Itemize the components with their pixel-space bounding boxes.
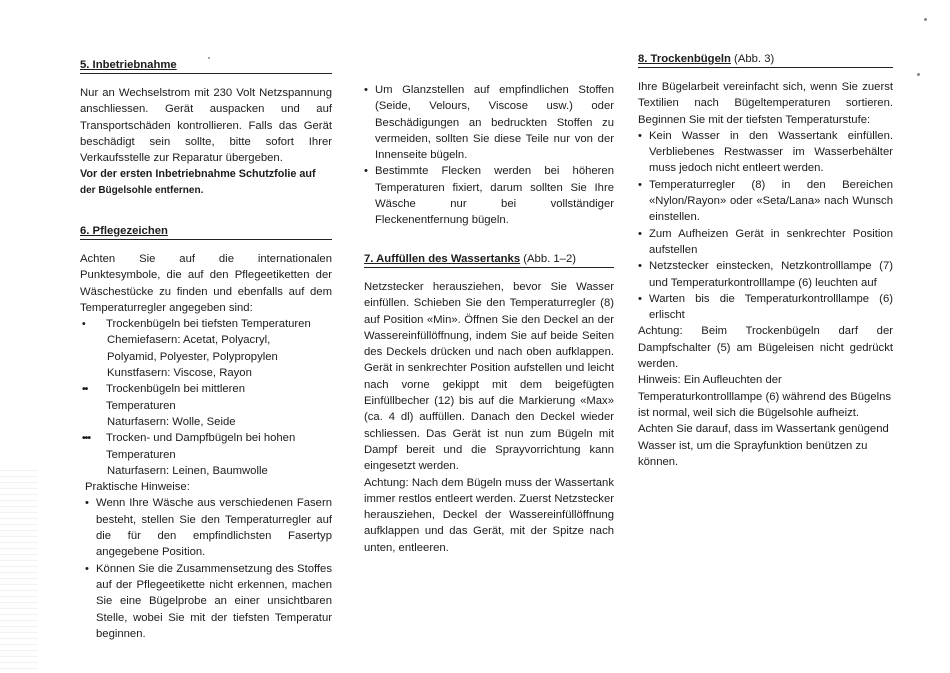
step-item: • Temperaturregler (8) in den Bereichen «Nylon/Rayon» oder «Seta/Lana» nach Wunsch einstellen.	[638, 177, 893, 226]
tip-item: • Um Glanzstellen auf empfindlichen Stoffen (Seide, Velours, Viscose usw.) oder Beschädigungen an bedruckten Stoffen zu vermeiden, sollten Sie diese Teile nur von der Innenseite bügeln.	[364, 82, 614, 163]
section-8-intro: Ihre Bügelarbeit vereinfacht sich, wenn Sie zuerst Textilien nach Bügeltemperaturen sortieren. Beginnen Sie mit der tiefsten Temperaturstufe:	[638, 81, 893, 126]
section-8-hint: Hinweis: Ein Aufleuchten der Temperaturkontrolllampe (6) während des Bügelns ist normal, weil sich die Bügelsohle aufheizt. Achten Sie darauf, dass im Wassertank genügend Wasser ist, um die Sprayfunktion benützen zu können.	[638, 374, 892, 468]
step-item: • Zum Aufheizen Gerät in senkrechter Position aufstellen	[638, 226, 893, 259]
section-6-intro: Achten Sie auf die internationalen Punktesymbole, die auf den Pflegeetiketten der Wäschestücke zu finden und ebenfalls auf dem Temperaturregler angegeben sind:	[80, 253, 332, 314]
dot-symbol-3: •••	[82, 432, 91, 445]
section-6-heading: 6. Pflegezeichen	[80, 225, 332, 240]
care-symbol-item: •• Trockenbügeln bei mittleren Temperaturen Naturfasern: Wolle, Seide	[82, 383, 245, 428]
scan-edge	[0, 470, 38, 670]
section-6-body	[80, 251, 332, 642]
ironing-tips	[364, 82, 614, 229]
scan-speck	[917, 73, 920, 76]
section-5-heading: 5. Inbetriebnahme	[80, 59, 332, 74]
hint-item: • Wenn Ihre Wäsche aus verschiedenen Fasern besteht, stellen Sie den Temperaturregler auf die für den empfindlichsten Fasertyp angegebene Position.	[85, 495, 332, 560]
dot-symbol-2: ••	[82, 383, 88, 396]
care-symbol-item: • Trockenbügeln bei tiefsten Temperaturen Chemiefasern: Acetat, Polyacryl, Polyamid, Polyester, Polypropylen Kunstfasern: Viscose, Rayon	[82, 318, 311, 380]
dot-symbol-1: •	[82, 318, 85, 331]
section-8-body	[638, 79, 893, 470]
step-item: • Warten bis die Temperaturkontrolllampe (6) erlischt	[638, 291, 893, 324]
section-8-warning: Achtung: Beim Trockenbügeln darf der Dampfschalter (5) am Bügeleisen nicht gedrückt werden.	[638, 325, 893, 371]
section-7-heading: 7. Auffüllen des Wassertanks (Abb. 1–2)	[364, 253, 614, 268]
scan-noise	[0, 0, 40, 60]
step-item: • Kein Wasser in den Wassertank einfüllen. Verbliebenes Restwasser im Wasserbehälter muss jedoch nicht entleert werden.	[638, 128, 893, 177]
step-item: • Netzstecker einstecken, Netzkontrolllampe (7) und Temperaturkontrolllampe (6) leuchten auf	[638, 258, 893, 291]
scan-speck	[924, 18, 927, 21]
section-7-warning: Achtung: Nach dem Bügeln muss der Wassertank immer restlos entleert werden. Zuerst Netzstecker herausziehen, Deckel der Wassereinfüllöffnung aufklappen und das Gerät, mit der Spitze nach unten, entleeren.	[364, 476, 614, 554]
section-5-text: Nur an Wechselstrom mit 230 Volt Netzspannung anschliessen. Gerät auspacken und auf Transportschäden kontrollieren. Falls das Gerät beschädigt sein sollte, bitte sofort Ihrer Verkaufsstelle zur Reparatur übergeben.	[80, 87, 332, 165]
hint-item: • Können Sie die Zusammensetzung des Stoffes auf der Pflegeetikette nicht erkennen, machen Sie eine Bügelprobe an einer unsichtbaren Stelle, wobei Sie mit der tiefsten Temperatur beginnen.	[85, 561, 332, 642]
tip-item: • Bestimmte Flecken werden bei höheren Temperaturen fixiert, darum sollten Sie Ihre Wäsche nur bei vollständiger Fleckenentfernung bügeln.	[364, 163, 614, 228]
section-5-body	[80, 85, 332, 199]
hints-title: Praktische Hinweise:	[85, 481, 190, 494]
section-7-text: Netzstecker herausziehen, bevor Sie Wasser einfüllen. Schieben Sie den Temperaturregler (8) auf Position «Min». Öffnen Sie den Deckel an der Wassereinfüllöffnung, indem Sie auf beide Seiten des Deckels drücken und nach oben aufklappen. Gerät in senkrechter Position aufstellen und leicht nach vorne gekippt mit dem beigefügten Einfüllbecher (12) bis auf die Markierung «Max» (ca. 4 dl) auffüllen. Danach den Deckel wieder schliessen. Das Gerät ist nun zum Bügeln mit Dampf bereit und die Sprayvorrichtung kann eingesetzt werden.	[364, 281, 614, 473]
steps-list	[638, 128, 893, 324]
section-7-body	[364, 279, 614, 556]
section-8-heading: 8. Trockenbügeln (Abb. 3)	[638, 53, 893, 68]
section-5-warning-line1: Vor der ersten Inbetriebnahme Schutzfolie auf	[80, 168, 316, 181]
care-symbol-item: ••• Trocken- und Dampfbügeln bei hohen Temperaturen Naturfasern: Leinen, Baumwolle	[82, 432, 296, 477]
tips-list	[364, 82, 614, 229]
hints-list	[80, 495, 332, 642]
care-symbol-list	[80, 316, 332, 479]
section-5-warning-line2: der Bügelsohle entfernen.	[80, 184, 204, 196]
